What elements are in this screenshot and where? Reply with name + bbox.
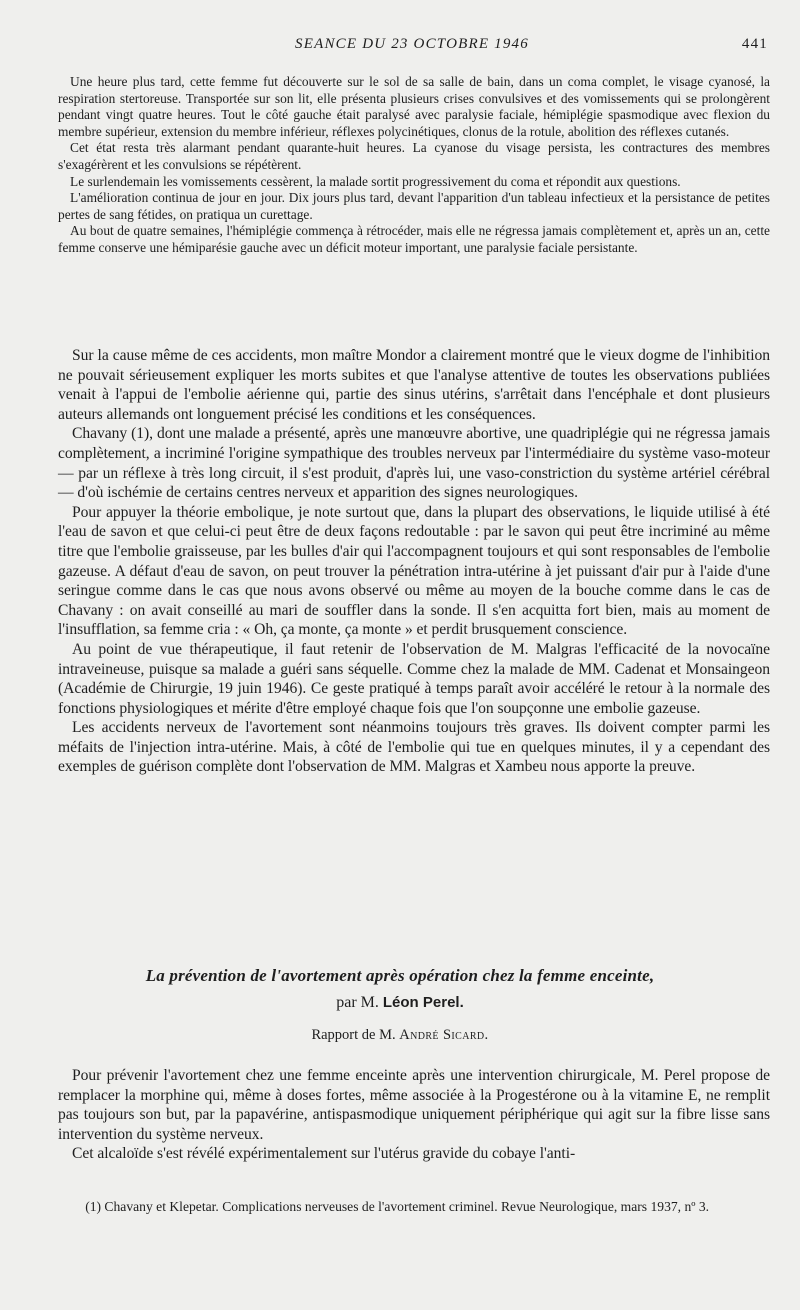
running-title: SEANCE DU 23 OCTOBRE 1946 bbox=[295, 36, 529, 52]
page-number: 441 bbox=[741, 36, 768, 52]
article-paragraph: Pour prévenir l'avortement chez une femme enceinte après une intervention chirurgicale, M. Perel propose de remplacer la morphine qui, même à doses fortes, même associée à la Progestérone ou à la vitamine E, ne remplit pas toujours son but, par la papavérine, antispasmodique uniquement périphérique qui agit sur la fibre lisse sans intervention du système nerveux. bbox=[58, 1067, 770, 1143]
article-title: La prévention de l'avortement après opération chez la femme enceinte, bbox=[145, 966, 655, 985]
article-paragraph: Cet alcaloïde s'est révélé expérimentalement sur l'utérus gravide du cobaye l'anti- bbox=[72, 1145, 576, 1163]
case-paragraph: Une heure plus tard, cette femme fut découverte sur le sol de sa salle de bain, dans un coma complet, le visage cyanosé, la respiration stertoreuse. Transportée sur son lit, elle présenta plusieurs crises convulsives et des vomissements qui se prolongèrent pendant vingt quatre heures. Tout le côté gauche était paralysé avec paralysie faciale, hémiplégie spasmodique avec flexion du membre supérieur, extension du membre inférieur, réflexes polycinétiques, clonus de la rotule, abolition des réflexes cutanés. bbox=[58, 74, 770, 139]
reporter-name: André Sicard. bbox=[399, 1027, 489, 1043]
author-name: Léon Perel. bbox=[382, 994, 464, 1011]
discussion-paragraph: Pour appuyer la théorie embolique, je note surtout que, dans la plupart des observations, le liquide utilisé à été l'eau de savon et que celui-ci peut être de deux façons redoutable : par le savon qui peut être incriminé au même titre que l'embolie graisseuse, par les bulles d'air qui l'accompagnent toujours et qui sont responsables de l'embolie gazeuse. A défaut d'eau de savon, on peut trouver la pénétration intra-utérine à jet puissant d'air pur à l'aide d'une seringue comme dans le cas que nous avons observé ou même au moyen de la bouche comme dans le cas de Chavany : on avait conseillé au mari de souffler dans la sonde. Il s'en acquitta fort bien, mais au moment de l'insufflation, sa femme cria : « Oh, ça monte, ça monte » et perdit brusquement conscience. bbox=[58, 503, 770, 639]
article-text bbox=[58, 1066, 770, 1164]
report-prefix: Rapport de M. bbox=[311, 1027, 396, 1043]
article-byline bbox=[30, 994, 770, 1012]
report-line bbox=[30, 1027, 770, 1044]
case-paragraph: Cet état resta très alarmant pendant quarante-huit heures. La cyanose du visage persista, les contractures des membres s'exagérèrent et les convulsions se répétèrent. bbox=[58, 140, 770, 172]
case-paragraph: Le surlendemain les vomissements cessèrent, la malade sortit progressivement du coma et répondit aux questions. bbox=[70, 173, 681, 189]
case-paragraph: Au bout de quatre semaines, l'hémiplégie commença à rétrocéder, mais elle ne régressa jamais complètement et, après un an, cette femme conserve une hémiparésie gauche avec un déficit moteur important, une paralysie faciale persistante. bbox=[58, 223, 770, 255]
discussion-paragraph: Les accidents nerveux de l'avortement sont néanmoins toujours très graves. Ils doivent compter parmi les méfaits de l'injection intra-utérine. Mais, à côté de l'embolie qui tue en quelques minutes, il y a cependant des exemples de guérison complète dont l'observation de MM. Malgras et Xambeu nous apporte la preuve. bbox=[58, 719, 770, 776]
footnote bbox=[58, 1198, 770, 1215]
case-paragraph: L'amélioration continua de jour en jour. Dix jours plus tard, devant l'apparition d'un tableau infectieux et la persistance de petites pertes de sang fétides, on pratiqua un curettage. bbox=[58, 190, 770, 222]
footnote-text: (1) Chavany et Klepetar. Complications nerveuses de l'avortement criminel. Revue Neurologique, mars 1937, nº 3. bbox=[85, 1199, 710, 1214]
discussion-paragraph: Au point de vue thérapeutique, il faut retenir de l'observation de M. Malgras l'efficacité de la novocaïne intraveineuse, puisque sa malade a guéri sans séquelle. Comme chez la malade de MM. Cadenat et Monsaingeon (Académie de Chirurgie, 19 juin 1946). Ce geste pratiqué à temps paraît avoir accéléré le retour à la normale des fonctions physiologiques et mérite d'être employé chaque fois que l'on soupçonne une embolie gazeuse. bbox=[58, 640, 770, 717]
case-report-text bbox=[58, 74, 770, 257]
discussion-text bbox=[58, 346, 770, 777]
byline-prefix: par M. bbox=[336, 994, 379, 1011]
discussion-paragraph: Sur la cause même de ces accidents, mon maître Mondor a clairement montré que le vieux dogme de l'inhibition ne pouvait sérieusement expliquer les morts subites et que l'analyse attentive de toutes les observations publiées venait à l'appui de l'embolie aérienne qui, partie des sinus utérins, s'arrêtait dans l'encéphale et dont plusieurs auteurs allemands ont longuement précisé les conditions et les conséquences. bbox=[58, 347, 770, 423]
discussion-paragraph: Chavany (1), dont une malade a présenté, après une manœuvre abortive, une quadriplégie qui ne régressa jamais complètement, a incriminé l'origine sympathique des troubles nerveux par l'intermédiaire du système vaso-moteur — par un réflexe à très long circuit, il s'est produit, d'après lui, une vaso-constriction du système artériel cérébral — d'où ischémie de certains centres nerveux et apparition des signes neurologiques. bbox=[58, 425, 770, 502]
page-header bbox=[56, 36, 768, 58]
